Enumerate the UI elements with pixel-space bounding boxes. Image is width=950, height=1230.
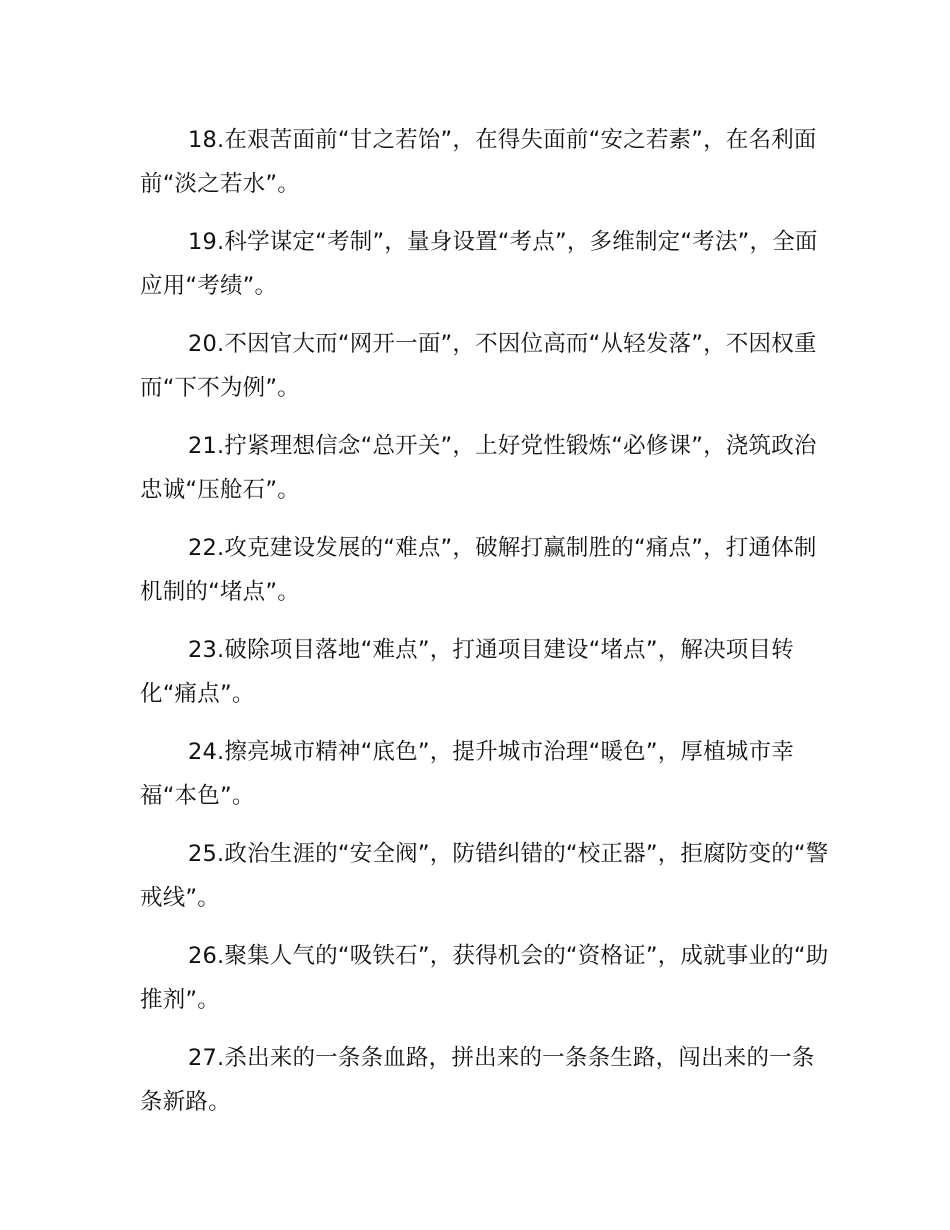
paragraph-21: 21.拧紧理想信念“总开关”，上好党性锻炼“必修课”，浇筑政治忠诚“压舱石”。	[140, 433, 817, 503]
paragraph-20: 20.不因官大而“网开一面”，不因位高而“从轻发落”，不因权重而“下不为例”。	[140, 331, 817, 401]
document-body	[140, 118, 830, 1138]
paragraph-27: 27.杀出来的一条条血路，拼出来的一条条生路，闯出来的一条条新路。	[140, 1045, 815, 1115]
paragraph-22: 22.攻克建设发展的“难点”，破解打赢制胜的“痛点”，打通体制机制的“堵点”。	[140, 535, 817, 605]
paragraph-19: 19.科学谋定“考制”，量身设置“考点”，多维制定“考法”，全面应用“考绩”。	[140, 229, 818, 299]
paragraph-23: 23.破除项目落地“难点”，打通项目建设“堵点”，解决项目转化“痛点”。	[140, 637, 794, 707]
paragraph-26: 26.聚集人气的“吸铁石”，获得机会的“资格证”，成就事业的“助推剂”。	[140, 943, 829, 1013]
paragraph-25: 25.政治生涯的“安全阀”，防错纠错的“校正器”，拒腐防变的“警戒线”。	[140, 841, 829, 911]
paragraph-24: 24.擦亮城市精神“底色”，提升城市治理“暖色”，厚植城市幸福“本色”。	[140, 739, 794, 809]
paragraph-18: 18.在艰苦面前“甘之若饴”，在得失面前“安之若素”，在名利面前“淡之若水”。	[140, 127, 817, 197]
